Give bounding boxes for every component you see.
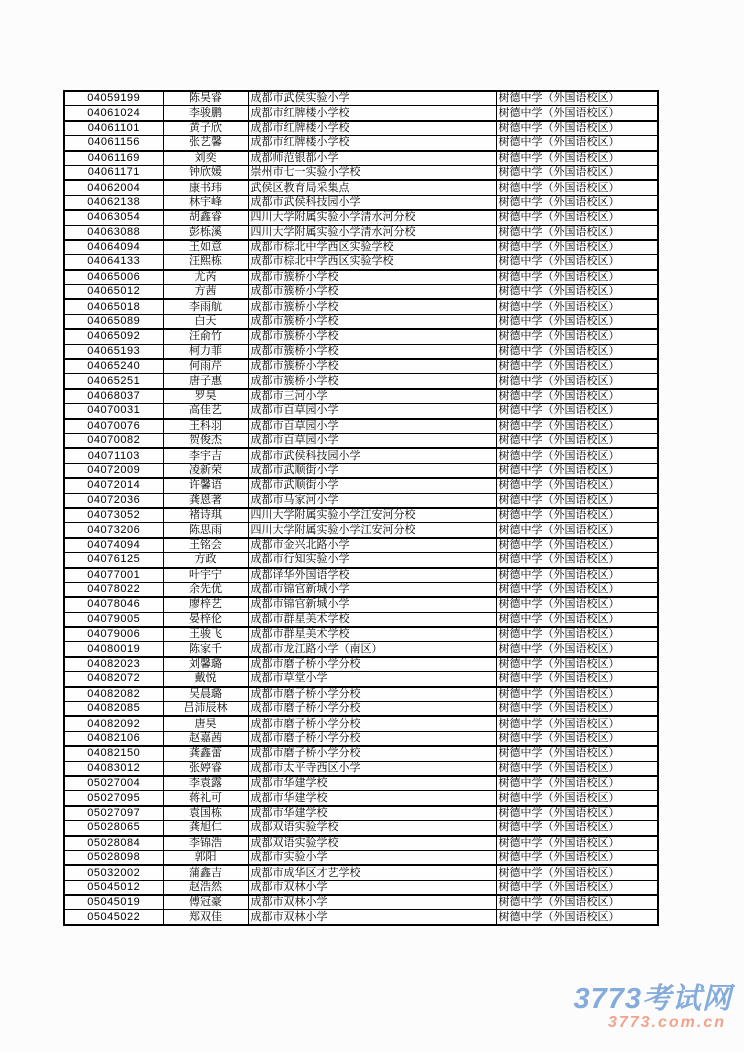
origin-school-cell: 四川大学附属实验小学清水河分校 <box>248 225 496 240</box>
table-row <box>64 657 658 672</box>
student-id-cell: 04082150 <box>64 746 163 761</box>
admitted-school-cell: 树德中学（外国语校区） <box>496 165 658 180</box>
table-row <box>64 597 658 612</box>
student-name-cell: 白天 <box>163 314 248 329</box>
student-name-cell: 赵嘉茜 <box>163 731 248 746</box>
origin-school-cell: 四川大学附属实验小学江安河分校 <box>248 523 496 538</box>
origin-school-cell: 成都市磨子桥小学分校 <box>248 702 496 717</box>
student-name-cell: 陈昊睿 <box>163 91 248 106</box>
origin-school-cell: 成都市武顺街小学 <box>248 463 496 478</box>
table-row <box>64 865 658 880</box>
student-name-cell: 余先优 <box>163 582 248 597</box>
origin-school-cell: 成都市双林小学 <box>248 895 496 910</box>
student-id-cell: 05028065 <box>64 821 163 836</box>
student-name-cell: 唐昊 <box>163 716 248 731</box>
table-row <box>64 463 658 478</box>
table-row <box>64 478 658 493</box>
table-row <box>64 702 658 717</box>
student-name-cell: 蒲鑫吉 <box>163 865 248 880</box>
admitted-school-cell: 树德中学（外国语校区） <box>496 761 658 776</box>
student-name-cell: 李宇吉 <box>163 448 248 463</box>
table-row <box>64 612 658 627</box>
admitted-school-cell: 树德中学（外国语校区） <box>496 180 658 195</box>
student-id-cell: 04061156 <box>64 136 163 151</box>
admitted-school-cell: 树德中学（外国语校区） <box>496 642 658 657</box>
origin-school-cell: 成都市武侯科技园小学 <box>248 195 496 210</box>
origin-school-cell: 成都市簇桥小学校 <box>248 285 496 300</box>
student-id-cell: 04061169 <box>64 151 163 166</box>
student-name-cell: 李袁露 <box>163 776 248 791</box>
admitted-school-cell: 树德中学（外国语校区） <box>496 746 658 761</box>
admitted-school-cell: 树德中学（外国语校区） <box>496 627 658 642</box>
table-row <box>64 404 658 419</box>
student-name-cell: 王铭会 <box>163 538 248 553</box>
table-row <box>64 746 658 761</box>
student-id-cell: 04063088 <box>64 225 163 240</box>
student-name-cell: 陈思雨 <box>163 523 248 538</box>
table-row <box>64 910 658 925</box>
admitted-school-cell: 树德中学（外国语校区） <box>496 880 658 895</box>
origin-school-cell: 成都市磨子桥小学分校 <box>248 657 496 672</box>
origin-school-cell: 成都市马家河小学 <box>248 493 496 508</box>
student-id-cell: 04062138 <box>64 195 163 210</box>
student-name-cell: 叶宇宁 <box>163 568 248 583</box>
admitted-school-cell: 树德中学（外国语校区） <box>496 91 658 106</box>
student-id-cell: 05027095 <box>64 791 163 806</box>
origin-school-cell: 成都双语实验学校 <box>248 836 496 851</box>
origin-school-cell: 成都市三河小学 <box>248 389 496 404</box>
origin-school-cell: 成都市磨子桥小学分校 <box>248 746 496 761</box>
student-name-cell: 袁国栋 <box>163 806 248 821</box>
origin-school-cell: 成都市草堂小学 <box>248 672 496 687</box>
admitted-school-cell: 树德中学（外国语校区） <box>496 582 658 597</box>
admitted-school-cell: 树德中学（外国语校区） <box>496 151 658 166</box>
admitted-school-cell: 树德中学（外国语校区） <box>496 270 658 285</box>
student-id-cell: 04073052 <box>64 508 163 523</box>
student-name-cell: 彭栎溪 <box>163 225 248 240</box>
student-id-cell: 04078046 <box>64 597 163 612</box>
table-row <box>64 419 658 434</box>
student-name-cell: 王骏飞 <box>163 627 248 642</box>
student-id-cell: 05028098 <box>64 850 163 865</box>
admitted-school-cell: 树德中学（外国语校区） <box>496 657 658 672</box>
table-row <box>64 285 658 300</box>
admitted-school-cell: 树德中学（外国语校区） <box>496 895 658 910</box>
origin-school-cell: 成都市华建学校 <box>248 791 496 806</box>
student-id-cell: 05027097 <box>64 806 163 821</box>
student-name-cell: 贺俊杰 <box>163 433 248 448</box>
table-row <box>64 672 658 687</box>
origin-school-cell: 武侯区教育局采集点 <box>248 180 496 195</box>
table-row <box>64 106 658 121</box>
student-name-cell: 王科羽 <box>163 419 248 434</box>
table-row <box>64 806 658 821</box>
admitted-school-cell: 树德中学（外国语校区） <box>496 344 658 359</box>
student-id-cell: 04064094 <box>64 240 163 255</box>
student-id-cell: 04065251 <box>64 374 163 389</box>
table-row <box>64 880 658 895</box>
student-name-cell: 郭阳 <box>163 850 248 865</box>
admitted-school-cell: 树德中学（外国语校区） <box>496 448 658 463</box>
student-name-cell: 龚鑫蕾 <box>163 746 248 761</box>
origin-school-cell: 成都市华建学校 <box>248 776 496 791</box>
origin-school-cell: 成都市磨子桥小学分校 <box>248 687 496 702</box>
origin-school-cell: 成都市实验小学 <box>248 850 496 865</box>
student-id-cell: 04078022 <box>64 582 163 597</box>
student-name-cell: 刘馨璐 <box>163 657 248 672</box>
student-id-cell: 04070031 <box>64 404 163 419</box>
student-id-cell: 04065240 <box>64 359 163 374</box>
admitted-school-cell: 树德中学（外国语校区） <box>496 299 658 314</box>
table-row <box>64 687 658 702</box>
table-row <box>64 761 658 776</box>
student-name-cell: 林宇峰 <box>163 195 248 210</box>
student-id-cell: 04077001 <box>64 568 163 583</box>
student-id-cell: 04082072 <box>64 672 163 687</box>
table-row <box>64 210 658 225</box>
student-id-cell: 04064133 <box>64 255 163 270</box>
table-row <box>64 225 658 240</box>
student-id-cell: 05045012 <box>64 880 163 895</box>
admitted-school-cell: 树德中学（外国语校区） <box>496 597 658 612</box>
student-id-cell: 04082092 <box>64 716 163 731</box>
admitted-school-cell: 树德中学（外国语校区） <box>496 121 658 136</box>
student-name-cell: 凌新荣 <box>163 463 248 478</box>
origin-school-cell: 成都市百草园小学 <box>248 419 496 434</box>
watermark-site-url: 3773.com.cn <box>607 1014 726 1031</box>
origin-school-cell: 成都市锦官新城小学 <box>248 597 496 612</box>
student-name-cell: 唐子惠 <box>163 374 248 389</box>
admitted-school-cell: 树德中学（外国语校区） <box>496 285 658 300</box>
student-id-cell: 04074094 <box>64 538 163 553</box>
admitted-school-cell: 树德中学（外国语校区） <box>496 374 658 389</box>
student-name-cell: 龚恩著 <box>163 493 248 508</box>
table-row <box>64 270 658 285</box>
origin-school-cell: 成都译华外国语学校 <box>248 568 496 583</box>
table-row <box>64 374 658 389</box>
origin-school-cell: 成都市群星美术学校 <box>248 612 496 627</box>
admitted-school-cell: 树德中学（外国语校区） <box>496 329 658 344</box>
student-id-cell: 04061101 <box>64 121 163 136</box>
table-row <box>64 642 658 657</box>
origin-school-cell: 成都市磨子桥小学分校 <box>248 716 496 731</box>
watermark-site-name: 3773考试网 <box>573 983 732 1015</box>
table-row <box>64 314 658 329</box>
student-id-cell: 04065092 <box>64 329 163 344</box>
origin-school-cell: 成都市红牌楼小学校 <box>248 106 496 121</box>
admitted-school-cell: 树德中学（外国语校区） <box>496 538 658 553</box>
student-id-cell: 04079005 <box>64 612 163 627</box>
table-row <box>64 329 658 344</box>
student-name-cell: 刘奕 <box>163 151 248 166</box>
student-name-cell: 钟欣媛 <box>163 165 248 180</box>
origin-school-cell: 成都双语实验学校 <box>248 821 496 836</box>
student-name-cell: 蒋礼可 <box>163 791 248 806</box>
admitted-school-cell: 树德中学（外国语校区） <box>496 821 658 836</box>
admitted-school-cell: 树德中学（外国语校区） <box>496 910 658 925</box>
student-id-cell: 05045022 <box>64 910 163 925</box>
table-row <box>64 895 658 910</box>
student-name-cell: 张艺馨 <box>163 136 248 151</box>
student-id-cell: 05027004 <box>64 776 163 791</box>
admitted-school-cell: 树德中学（外国语校区） <box>496 836 658 851</box>
table-row <box>64 821 658 836</box>
origin-school-cell: 成都市磨子桥小学分校 <box>248 731 496 746</box>
student-id-cell: 05045019 <box>64 895 163 910</box>
table-row <box>64 151 658 166</box>
origin-school-cell: 成都市群星美术学校 <box>248 627 496 642</box>
origin-school-cell: 成都市簇桥小学校 <box>248 270 496 285</box>
student-id-cell: 04072009 <box>64 463 163 478</box>
origin-school-cell: 成都市簇桥小学校 <box>248 329 496 344</box>
admitted-school-cell: 树德中学（外国语校区） <box>496 702 658 717</box>
student-name-cell: 赵浩然 <box>163 880 248 895</box>
admitted-school-cell: 树德中学（外国语校区） <box>496 136 658 151</box>
admitted-school-cell: 树德中学（外国语校区） <box>496 463 658 478</box>
table-row <box>64 136 658 151</box>
table-row <box>64 121 658 136</box>
origin-school-cell: 成都师范银都小学 <box>248 151 496 166</box>
origin-school-cell: 成都市龙江路小学（南区） <box>248 642 496 657</box>
student-name-cell: 罗昊 <box>163 389 248 404</box>
origin-school-cell: 成都市簇桥小学校 <box>248 299 496 314</box>
origin-school-cell: 成都市簇桥小学校 <box>248 359 496 374</box>
admitted-school-cell: 树德中学（外国语校区） <box>496 106 658 121</box>
table-row <box>64 180 658 195</box>
admitted-school-cell: 树德中学（外国语校区） <box>496 731 658 746</box>
admitted-school-cell: 树德中学（外国语校区） <box>496 478 658 493</box>
student-name-cell: 方茜 <box>163 285 248 300</box>
admitted-school-cell: 树德中学（外国语校区） <box>496 389 658 404</box>
table-row <box>64 255 658 270</box>
student-name-cell: 晏梓伦 <box>163 612 248 627</box>
origin-school-cell: 成都市双林小学 <box>248 910 496 925</box>
table-row <box>64 553 658 568</box>
admitted-school-cell: 树德中学（外国语校区） <box>496 359 658 374</box>
roster-body <box>64 91 658 925</box>
table-row <box>64 389 658 404</box>
origin-school-cell: 成都市金兴北路小学 <box>248 538 496 553</box>
table-row <box>64 836 658 851</box>
roster-table <box>63 90 659 926</box>
admitted-school-cell: 树德中学（外国语校区） <box>496 210 658 225</box>
student-name-cell: 傅冠豪 <box>163 895 248 910</box>
table-row <box>64 344 658 359</box>
table-row <box>64 359 658 374</box>
admitted-school-cell: 树德中学（外国语校区） <box>496 568 658 583</box>
student-id-cell: 04068037 <box>64 389 163 404</box>
student-name-cell: 吕沛辰林 <box>163 702 248 717</box>
table-row <box>64 433 658 448</box>
student-name-cell: 龚旭仁 <box>163 821 248 836</box>
admitted-school-cell: 树德中学（外国语校区） <box>496 508 658 523</box>
student-name-cell: 汪熙栋 <box>163 255 248 270</box>
admitted-school-cell: 树德中学（外国语校区） <box>496 419 658 434</box>
student-name-cell: 康书玮 <box>163 180 248 195</box>
table-row <box>64 493 658 508</box>
student-name-cell: 李雨航 <box>163 299 248 314</box>
student-id-cell: 04070082 <box>64 433 163 448</box>
student-id-cell: 04082082 <box>64 687 163 702</box>
table-row <box>64 538 658 553</box>
table-row <box>64 299 658 314</box>
student-name-cell: 王如意 <box>163 240 248 255</box>
student-id-cell: 04065012 <box>64 285 163 300</box>
student-name-cell: 陈家千 <box>163 642 248 657</box>
table-row <box>64 448 658 463</box>
admitted-school-cell: 树德中学（外国语校区） <box>496 791 658 806</box>
watermark <box>573 984 732 1032</box>
origin-school-cell: 四川大学附属实验小学清水河分校 <box>248 210 496 225</box>
student-name-cell: 汪俞竹 <box>163 329 248 344</box>
origin-school-cell: 四川大学附属实验小学江安河分校 <box>248 508 496 523</box>
origin-school-cell: 成都市簇桥小学校 <box>248 374 496 389</box>
student-id-cell: 04061024 <box>64 106 163 121</box>
admitted-school-cell: 树德中学（外国语校区） <box>496 553 658 568</box>
table-row <box>64 240 658 255</box>
admitted-school-cell: 树德中学（外国语校区） <box>496 225 658 240</box>
origin-school-cell: 成都市红牌楼小学校 <box>248 121 496 136</box>
student-name-cell: 褚诗琪 <box>163 508 248 523</box>
origin-school-cell: 成都市成华区才艺学校 <box>248 865 496 880</box>
student-id-cell: 05028084 <box>64 836 163 851</box>
admitted-school-cell: 树德中学（外国语校区） <box>496 672 658 687</box>
student-name-cell: 胡鑫睿 <box>163 210 248 225</box>
table-row <box>64 850 658 865</box>
origin-school-cell: 成都市簇桥小学校 <box>248 314 496 329</box>
admitted-school-cell: 树德中学（外国语校区） <box>496 493 658 508</box>
table-row <box>64 195 658 210</box>
origin-school-cell: 崇州市七一实验小学校 <box>248 165 496 180</box>
student-name-cell: 吴晨璐 <box>163 687 248 702</box>
student-id-cell: 04082023 <box>64 657 163 672</box>
student-id-cell: 04072036 <box>64 493 163 508</box>
student-id-cell: 04065193 <box>64 344 163 359</box>
table-row <box>64 716 658 731</box>
student-name-cell: 何雨芹 <box>163 359 248 374</box>
student-name-cell: 柯力菲 <box>163 344 248 359</box>
student-name-cell: 李锦浩 <box>163 836 248 851</box>
admitted-school-cell: 树德中学（外国语校区） <box>496 687 658 702</box>
student-name-cell: 李骏鹏 <box>163 106 248 121</box>
admitted-school-cell: 树德中学（外国语校区） <box>496 865 658 880</box>
admitted-school-cell: 树德中学（外国语校区） <box>496 776 658 791</box>
admitted-school-cell: 树德中学（外国语校区） <box>496 255 658 270</box>
student-name-cell: 黄子欣 <box>163 121 248 136</box>
student-name-cell: 张婷睿 <box>163 761 248 776</box>
table-row <box>64 582 658 597</box>
student-id-cell: 04063054 <box>64 210 163 225</box>
origin-school-cell: 成都市太平寺西区小学 <box>248 761 496 776</box>
student-name-cell: 尤芮 <box>163 270 248 285</box>
origin-school-cell: 成都市红牌楼小学校 <box>248 136 496 151</box>
admitted-school-cell: 树德中学（外国语校区） <box>496 404 658 419</box>
admitted-school-cell: 树德中学（外国语校区） <box>496 716 658 731</box>
student-id-cell: 04073206 <box>64 523 163 538</box>
origin-school-cell: 成都市锦官新城小学 <box>248 582 496 597</box>
origin-school-cell: 成都市百草园小学 <box>248 404 496 419</box>
student-id-cell: 04065018 <box>64 299 163 314</box>
origin-school-cell: 成都市百草园小学 <box>248 433 496 448</box>
student-name-cell: 高佳艺 <box>163 404 248 419</box>
admitted-school-cell: 树德中学（外国语校区） <box>496 314 658 329</box>
origin-school-cell: 成都市武侯科技园小学 <box>248 448 496 463</box>
origin-school-cell: 成都市簇桥小学校 <box>248 344 496 359</box>
table-row <box>64 776 658 791</box>
origin-school-cell: 成都市武顺街小学 <box>248 478 496 493</box>
table-row <box>64 731 658 746</box>
student-id-cell: 04065089 <box>64 314 163 329</box>
admitted-school-cell: 树德中学（外国语校区） <box>496 523 658 538</box>
student-id-cell: 04059199 <box>64 91 163 106</box>
student-name-cell: 廖梓艺 <box>163 597 248 612</box>
student-name-cell: 许馨语 <box>163 478 248 493</box>
origin-school-cell: 成都市棕北中学西区实验学校 <box>248 255 496 270</box>
origin-school-cell: 成都市行知实验小学 <box>248 553 496 568</box>
student-id-cell: 04082085 <box>64 702 163 717</box>
student-id-cell: 05032002 <box>64 865 163 880</box>
table-row <box>64 91 658 106</box>
student-id-cell: 04070076 <box>64 419 163 434</box>
student-id-cell: 04082106 <box>64 731 163 746</box>
table-row <box>64 508 658 523</box>
student-id-cell: 04065006 <box>64 270 163 285</box>
student-name-cell: 戴悦 <box>163 672 248 687</box>
admitted-school-cell: 树德中学（外国语校区） <box>496 806 658 821</box>
student-id-cell: 04076125 <box>64 553 163 568</box>
student-id-cell: 04062004 <box>64 180 163 195</box>
table-row <box>64 568 658 583</box>
admitted-school-cell: 树德中学（外国语校区） <box>496 850 658 865</box>
admitted-school-cell: 树德中学（外国语校区） <box>496 612 658 627</box>
student-id-cell: 04061171 <box>64 165 163 180</box>
table-row <box>64 523 658 538</box>
admitted-school-cell: 树德中学（外国语校区） <box>496 195 658 210</box>
table-row <box>64 165 658 180</box>
student-name-cell: 郑双佳 <box>163 910 248 925</box>
admitted-school-cell: 树德中学（外国语校区） <box>496 433 658 448</box>
student-id-cell: 04072014 <box>64 478 163 493</box>
admitted-school-cell: 树德中学（外国语校区） <box>496 240 658 255</box>
table-row <box>64 627 658 642</box>
table-row <box>64 791 658 806</box>
origin-school-cell: 成都市双林小学 <box>248 880 496 895</box>
student-id-cell: 04083012 <box>64 761 163 776</box>
student-name-cell: 方政 <box>163 553 248 568</box>
origin-school-cell: 成都市华建学校 <box>248 806 496 821</box>
student-id-cell: 04071103 <box>64 448 163 463</box>
origin-school-cell: 成都市武侯实验小学 <box>248 91 496 106</box>
origin-school-cell: 成都市棕北中学西区实验学校 <box>248 240 496 255</box>
student-id-cell: 04079006 <box>64 627 163 642</box>
student-id-cell: 04080019 <box>64 642 163 657</box>
